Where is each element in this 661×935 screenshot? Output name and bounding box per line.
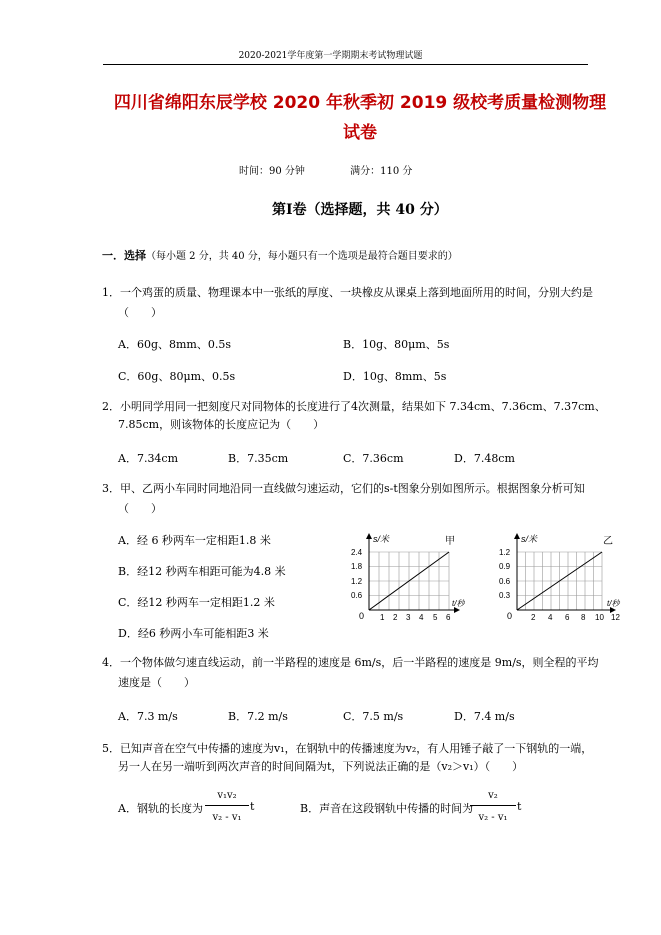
q5-option-b-prefix: B．声音在这段钢轨中传播的时间为 [300, 802, 474, 815]
exam-title-line1: 四川省绵阳东辰学校 2020 年秋季初 2019 级校考质量检测物理 [113, 93, 607, 113]
q2-stem-line1: 2．小明同学用同一把刻度尺对同物体的长度进行了4次测量，结果如下 7.34cm、7.36cm、7.37cm、 [102, 400, 606, 413]
q2-stem-line2: 7.85cm，则该物体的长度应记为（ ） [118, 418, 325, 431]
q5-option-b-numerator: v₂ [488, 790, 498, 801]
q4-stem-line2: 速度是（ ） [118, 676, 195, 689]
graph-yi-xtick: 10 [595, 613, 604, 622]
q5-stem-line1: 5．已知声音在空气中传播的速度为v₁，在钢轨中的传播速度为v₂，有人用锤子敲了一下钢轨的一端， [102, 742, 593, 755]
q5-option-a-numerator: v₁v₂ [217, 790, 237, 801]
q3-option-a: A．经 6 秒两车一定相距1.8 米 [118, 534, 271, 547]
graph-jia-name: 甲 [445, 536, 455, 547]
graph-jia-ytick: 2.4 [351, 548, 363, 557]
graph-yi-origin: 0 [507, 611, 513, 621]
q3-paren: （ ） [118, 502, 162, 515]
graph-jia-xtick: 2 [393, 613, 398, 622]
q5-stem-line2: 另一人在另一端听到两次声音的时间间隔为t，下列说法正确的是（v₂＞v₁）（ ） [118, 760, 524, 773]
part-heading [102, 247, 458, 263]
q1-stem: 1．一个鸡蛋的质量、物理课本中一张纸的厚度、一块橡皮从课桌上落到地面所用的时间，分别大约是 [102, 286, 593, 299]
exam-title-line2: 试卷 [343, 123, 377, 143]
graph-yi-ytick: 0.9 [499, 562, 511, 571]
graph-jia-ylabel: s/米 [373, 534, 390, 544]
graph-jia-xtick: 3 [406, 613, 411, 622]
q1-paren: （ ） [118, 306, 162, 319]
graph-jia-ytick: 0.6 [351, 591, 363, 600]
q5-option-a-prefix: A．钢轨的长度为 [118, 802, 203, 815]
graph-yi-xtick: 2 [531, 613, 536, 622]
graph-jia-xtick: 5 [433, 613, 438, 622]
q4-option-d: D．7.4 m/s [454, 710, 515, 723]
q2-option-c: C．7.36cm [343, 452, 404, 465]
graph-jia-origin: 0 [359, 611, 365, 621]
graph-yi-ytick: 0.3 [499, 591, 511, 600]
part-label: 一．选择 [102, 249, 146, 262]
graph-yi-ytick: 0.6 [499, 577, 511, 586]
q5-option-a-suffix: t [250, 800, 255, 813]
graph-yi-xtick: 8 [581, 613, 586, 622]
running-header: 2020-2021学年度第一学期期末考试物理试题 [238, 51, 423, 61]
graph-jia-xlabel: t/秒 [452, 599, 465, 608]
q3-option-b: B．经12 秒两车相距可能为4.8 米 [118, 565, 286, 578]
graph-jia [345, 530, 465, 625]
q4-stem-line1: 4．一个物体做匀速直线运动，前一半路程的速度是 6m/s，后一半路程的速度是 9m/s，则全程的平均 [102, 656, 599, 669]
graph-jia-xtick: 6 [446, 613, 451, 622]
graph-jia-ytick: 1.2 [351, 577, 363, 586]
q5-option-b-suffix: t [517, 800, 522, 813]
q1-option-b: B．10g、80μm、5s [343, 338, 450, 351]
q5-option-a [118, 800, 203, 816]
graph-yi-xlabel: t/秒 [607, 599, 620, 608]
q1-option-c: C．60g、80μm、0.5s [118, 370, 236, 383]
part-note: （每小题 2 分，共 40 分，每小题只有一个选项是最符合题目要求的） [146, 251, 458, 262]
q4-option-c: C．7.5 m/s [343, 710, 404, 723]
q5-option-a-fraction-bar [205, 805, 249, 806]
header-divider [103, 64, 588, 65]
q4-option-b: B．7.2 m/s [228, 710, 288, 723]
q5-option-b-denominator: v₂ - v₁ [478, 812, 508, 823]
q3-option-c: C．经12 秒两车一定相距1.2 米 [118, 596, 275, 609]
q2-option-a: A．7.34cm [118, 452, 179, 465]
q1-option-a: A．60g、8mm、0.5s [118, 338, 231, 351]
q2-option-b: B．7.35cm [228, 452, 289, 465]
graph-yi-ylabel: s/米 [521, 534, 538, 544]
graph-jia-ytick: 1.8 [351, 562, 363, 571]
q5-option-a-denominator: v₂ - v₁ [212, 812, 242, 823]
q2-option-d: D．7.48cm [454, 452, 515, 465]
exam-score: 满分：110 分 [350, 166, 413, 177]
q3-option-d: D．经6 秒两小车可能相距3 米 [118, 627, 269, 640]
exam-time: 时间：90 分钟 [239, 166, 305, 177]
exam-meta [239, 162, 454, 177]
q3-stem: 3．甲、乙两小车同时同地沿同一直线做匀速运动，它们的s-t图象分别如图所示。根据图象分析可知 [102, 482, 585, 495]
q5-option-b-fraction-bar [470, 805, 516, 806]
q1-option-d: D．10g、8mm、5s [343, 370, 447, 383]
graph-jia-xtick: 4 [419, 613, 424, 622]
section-title: 第Ⅰ卷（选择题，共 40 分） [272, 202, 448, 218]
q4-option-a: A．7.3 m/s [118, 710, 178, 723]
graph-yi-xtick: 4 [548, 613, 553, 622]
graph-jia-xtick: 1 [380, 613, 385, 622]
graph-yi-name: 乙 [603, 536, 613, 547]
graph-yi-xtick: 6 [565, 613, 570, 622]
graph-yi-ytick: 1.2 [499, 548, 511, 557]
q5-option-b [300, 800, 473, 816]
graph-yi-xtick: 12 [611, 613, 620, 622]
graph-yi [495, 530, 627, 625]
